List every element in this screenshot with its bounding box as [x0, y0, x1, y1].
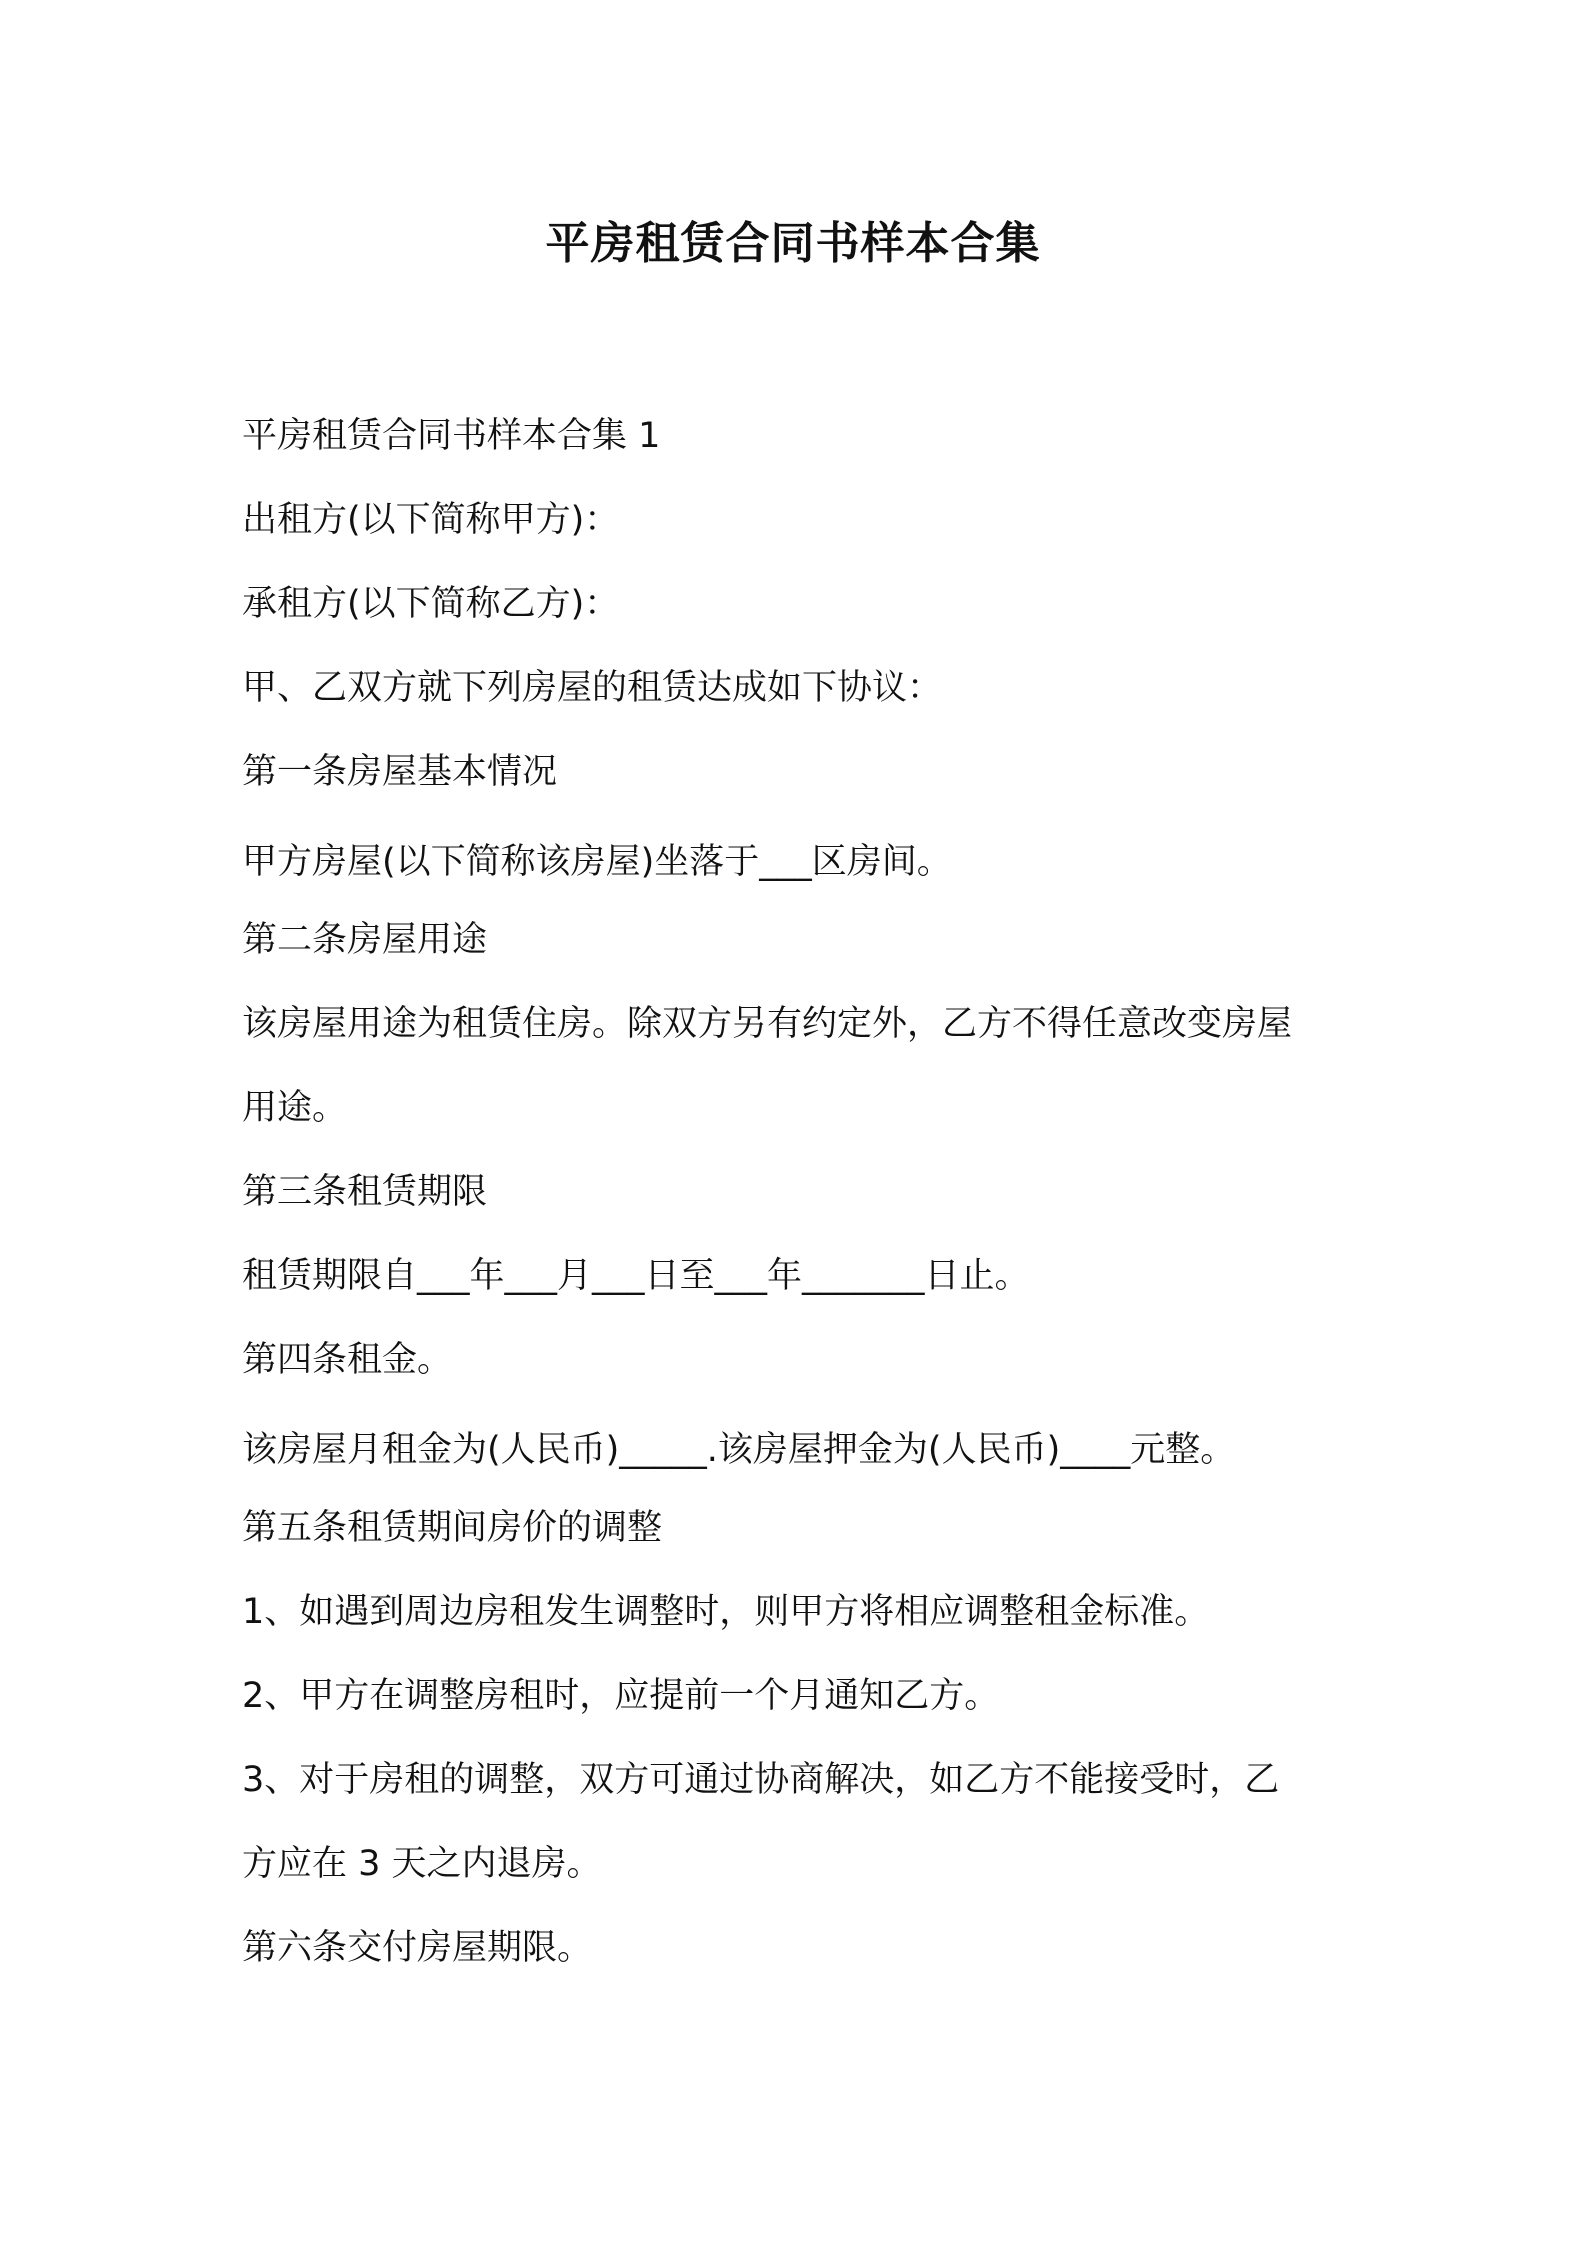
article-5-item-1: 1、如遇到周边房租发生调整时，则甲方将相应调整租金标准。	[242, 1592, 1210, 1632]
agreement-intro: 甲、乙双方就下列房屋的租赁达成如下协议：	[242, 668, 943, 708]
article-6-heading: 第六条交付房屋期限。	[242, 1928, 593, 1968]
article-2-text: 该房屋用途为租赁住房。除双方另有约定外，乙方不得任意改变房屋	[242, 1004, 1293, 1044]
section-heading: 平房租赁合同书样本合集 1	[242, 416, 661, 456]
article-1-text: 甲方房屋(以下简称该房屋)坐落于___区房间。	[242, 842, 952, 882]
article-1-heading: 第一条房屋基本情况	[242, 752, 558, 792]
article-2-heading: 第二条房屋用途	[242, 920, 488, 960]
document-title: 平房租赁合同书样本合集	[545, 218, 1041, 269]
lessor-line: 出租方(以下简称甲方)：	[242, 500, 620, 540]
article-4-heading: 第四条租金。	[242, 1340, 453, 1380]
article-3-heading: 第三条租赁期限	[242, 1172, 488, 1212]
lessee-line: 承租方(以下简称乙方)：	[242, 584, 620, 624]
article-3-text: 租赁期限自___年___月___日至___年_______日止。	[242, 1256, 1030, 1296]
article-4-text: 该房屋月租金为(人民币)_____.该房屋押金为(人民币)____元整。	[242, 1430, 1236, 1470]
article-5-heading: 第五条租赁期间房价的调整	[242, 1508, 663, 1548]
article-5-item-3-cont: 方应在 3 天之内退房。	[242, 1844, 602, 1884]
article-5-item-3: 3、对于房租的调整，双方可通过协商解决，如乙方不能接受时，乙	[242, 1760, 1280, 1800]
article-5-item-2: 2、甲方在调整房租时，应提前一个月通知乙方。	[242, 1676, 1000, 1716]
article-2-text-cont: 用途。	[242, 1088, 348, 1128]
